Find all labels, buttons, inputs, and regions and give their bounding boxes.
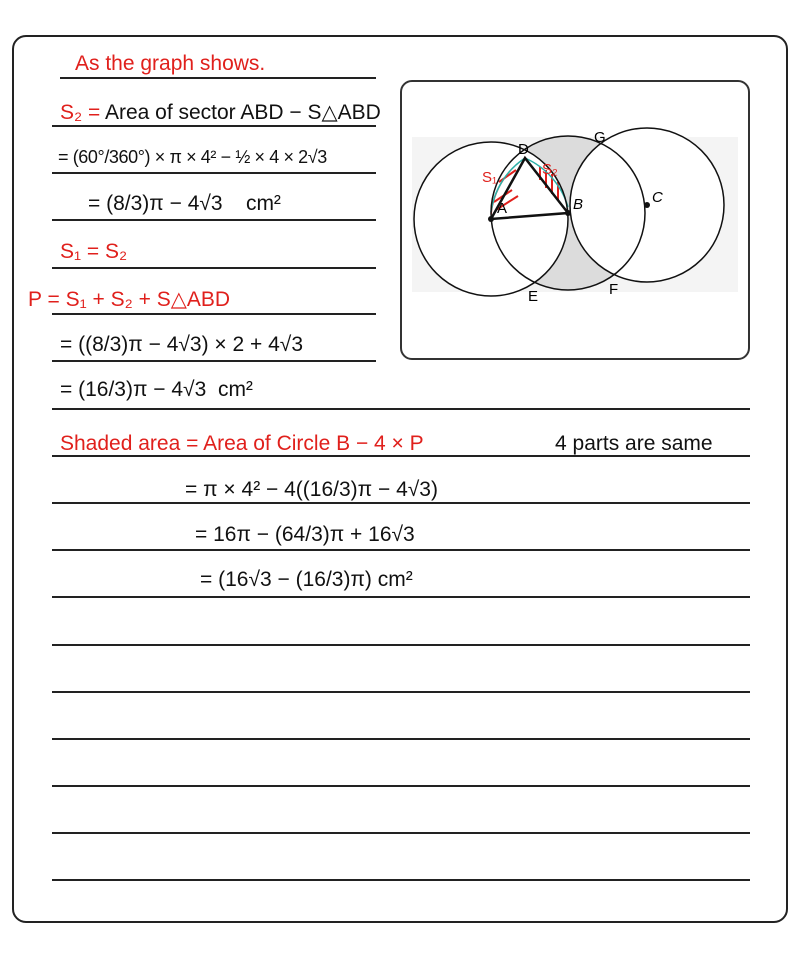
circles-diagram xyxy=(402,82,752,362)
label-s1: S₁ xyxy=(482,169,498,186)
shaded-result xyxy=(200,568,413,592)
shaded-definition xyxy=(60,432,760,456)
s2-label: S₂ = xyxy=(60,101,101,124)
s2-substitution: = (60°/360°) × π × 4² − ½ × 4 × 2√3 xyxy=(58,147,327,167)
ruled-line xyxy=(52,549,750,551)
ruled-line xyxy=(52,596,750,598)
label-s2: S₂ xyxy=(542,161,558,178)
p-label: P = xyxy=(28,288,60,311)
p-definition xyxy=(28,287,230,312)
shaded-substitution: = π × 4² − 4((16/3)π − 4√3) xyxy=(185,478,438,501)
ruled-line xyxy=(52,125,376,127)
s2-definition xyxy=(60,100,381,125)
point-a xyxy=(488,216,494,222)
label-d: D xyxy=(518,141,529,158)
unit: cm² xyxy=(377,568,413,591)
ruled-line xyxy=(52,313,376,315)
p-substitution: = ((8/3)π − 4√3) × 2 + 4√3 xyxy=(60,333,303,356)
unit: cm² xyxy=(217,378,253,401)
shaded-simplify: = 16π − (64/3)π + 16√3 xyxy=(195,523,415,546)
p-formula: S₁ + S₂ + S△ABD xyxy=(65,288,231,311)
ruled-line xyxy=(60,77,376,79)
label-e: E xyxy=(528,288,539,305)
ruled-line xyxy=(52,832,750,834)
label-b: B xyxy=(573,196,584,213)
ruled-line xyxy=(52,691,750,693)
p-result xyxy=(60,378,253,402)
ruled-line xyxy=(52,267,376,269)
ruled-line xyxy=(52,644,750,646)
p-value: = (16/3)π − 4√3 xyxy=(60,378,207,401)
unit: cm² xyxy=(245,192,281,215)
label-c: C xyxy=(652,189,663,206)
final-answer: = (16√3 − (16/3)π) xyxy=(200,568,372,591)
figure-panel xyxy=(400,80,750,360)
note-four-parts: 4 parts are same xyxy=(555,432,713,455)
ruled-line xyxy=(52,172,376,174)
shaded-formula: Area of Circle B − 4 × P xyxy=(203,432,424,455)
intro-text: As the graph shows. xyxy=(75,52,266,75)
ruled-line xyxy=(52,502,750,504)
s2-result xyxy=(88,192,281,216)
ruled-line xyxy=(52,360,376,362)
point-b xyxy=(565,210,571,216)
ruled-line xyxy=(52,219,376,221)
ruled-line xyxy=(52,785,750,787)
ruled-line xyxy=(52,879,750,881)
s2-value: = (8/3)π − 4√3 xyxy=(88,192,223,215)
label-a: A xyxy=(497,200,508,217)
label-g: G xyxy=(594,129,606,146)
ruled-line xyxy=(52,408,750,410)
shaded-label: Shaded area = xyxy=(60,432,199,455)
s1-equals-s2: S₁ = S₂ xyxy=(60,240,128,263)
ruled-line xyxy=(52,738,750,740)
label-f: F xyxy=(609,281,619,298)
s2-formula: Area of sector ABD − S△ABD xyxy=(104,101,381,124)
point-c xyxy=(644,202,650,208)
